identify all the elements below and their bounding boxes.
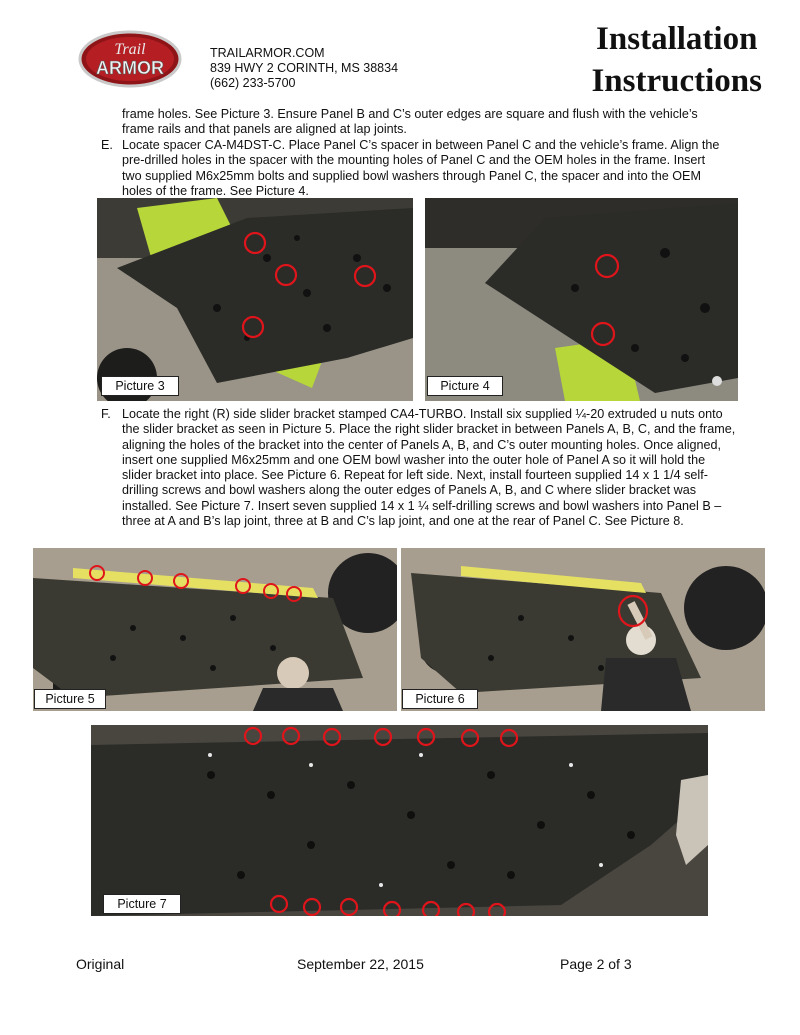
picture-6-caption: Picture 6 (402, 689, 478, 709)
picture-4-photo (425, 198, 738, 401)
picture-3-photo (97, 198, 413, 401)
company-url: TRAILARMOR.COM (210, 46, 325, 60)
step-f-text: Locate the right (R) side slider bracket stamped CA4-TURBO. Install six supplied ¼-20 extruded u nuts onto the slider bracket as seen in Picture 5. Place the right slider bracket in between Panels A, B, C, and the frame, aligning the holes of the bracket into the center of Panels A, B, and C’s outer mounting holes. Once aligned, insert one supplied M6x25mm and one OEM bowl washer into the outer hole of Panel A so it will hold the slider bracket into place. See Picture 6. Repeat for left side. Next, install fourteen supplied 14 x 1 1/4 self-drilling screws and bowl washers along the outer edges of Panels A, B, and C where slider bracket was installed. See Picture 7. Insert seven supplied 14 x 1 ¼ self-drilling screws and bowl washers into Panel B – three at A and B’s lap joint, three at B and C’s lap joint, and one at the rear of Panel C. See Picture 8. (122, 407, 736, 529)
continued-text: frame holes. See Picture 3. Ensure Panel B and C’s outer edges are square and flush with the vehicle’s frame rails and that panels are aligned at lap joints. (122, 107, 698, 137)
step-e-text: Locate spacer CA-M4DST-C. Place Panel C’s spacer in between Panel C and the vehicle’s frame. Align the pre-drilled holes in the spacer with the mounting holes of Panel C and the OEM holes in the frame. Insert two supplied M6x25mm bolts and supplied bowl washers through Panel C, the spacer and into the OEM holes of the frame. See Picture 4. (122, 138, 720, 198)
document-title (591, 18, 762, 102)
picture-7-caption: Picture 7 (103, 894, 181, 914)
step-f (101, 407, 737, 529)
picture-5-caption: Picture 5 (34, 689, 106, 709)
picture-7-photo (91, 725, 708, 916)
picture-6-photo (401, 548, 765, 711)
svg-text:ARMOR: ARMOR (96, 58, 164, 78)
footer-revision: Original (76, 956, 125, 972)
company-info (210, 46, 398, 91)
step-e-marker: E. (101, 138, 113, 152)
step-e (101, 138, 725, 199)
picture-5-photo (33, 548, 397, 711)
footer-page-number: Page 2 of 3 (560, 956, 632, 972)
picture-3-caption: Picture 3 (101, 376, 179, 396)
continued-paragraph (122, 107, 722, 138)
company-address: 839 HWY 2 CORINTH, MS 38834 (210, 61, 399, 75)
footer-date: September 22, 2015 (297, 956, 424, 972)
picture-4-caption: Picture 4 (427, 376, 503, 396)
step-f-marker: F. (101, 407, 111, 421)
svg-text:Trail: Trail (114, 41, 146, 58)
title-line-2: Instructions (591, 63, 762, 99)
trail-armor-logo (78, 30, 182, 88)
title-line-1: Installation (596, 21, 758, 57)
company-phone: (662) 233-5700 (210, 76, 296, 90)
